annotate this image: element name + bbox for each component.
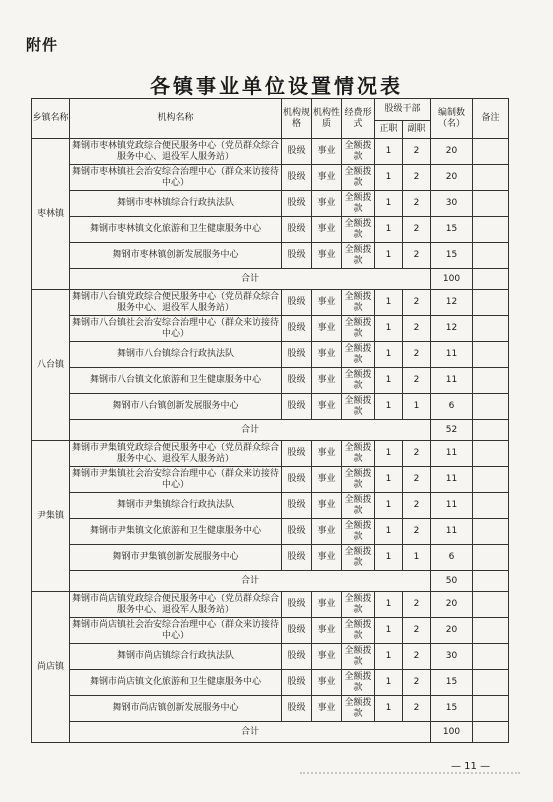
leader-deputy-cell: 2 [403,139,431,165]
staff-cell: 6 [431,394,473,420]
total-value: 100 [431,269,473,290]
leader-main-cell: 1 [375,467,403,493]
leader-main-cell: 1 [375,394,403,420]
total-value: 100 [431,722,473,743]
remark-cell [473,191,509,217]
leader-deputy-cell: 2 [403,290,431,316]
leader-deputy-cell: 2 [403,243,431,269]
remark-cell [473,493,509,519]
header-nature: 机构性质 [312,99,342,139]
header-town: 乡镇名称 [32,99,70,139]
total-label: 合计 [70,722,431,743]
nature-cell: 事业 [312,290,342,316]
leader-deputy-cell: 2 [403,467,431,493]
table-row [32,519,509,545]
org-name-cell: 舞钢市尹集镇社会治安综合治理中心（群众来访接待中心） [70,467,282,493]
org-name-cell: 舞钢市尚店镇文化旅游和卫生健康服务中心 [70,670,282,696]
leader-deputy-cell: 2 [403,165,431,191]
org-name-cell: 舞钢市枣林镇创新发展服务中心 [70,243,282,269]
org-name-cell: 舞钢市八台镇党政综合便民服务中心（党员群众综合服务中心、退役军人服务站） [70,290,282,316]
town-name: 尹集镇 [32,441,70,592]
leader-deputy-cell: 2 [403,217,431,243]
leader-deputy-cell: 2 [403,519,431,545]
units-table [31,98,509,743]
leader-main-cell: 1 [375,139,403,165]
staff-cell: 20 [431,592,473,618]
fund-cell: 全额拨款 [342,368,375,394]
fund-cell: 全额拨款 [342,394,375,420]
total-remark-cell [473,269,509,290]
nature-cell: 事业 [312,441,342,467]
nature-cell: 事业 [312,644,342,670]
leader-deputy-cell: 2 [403,493,431,519]
table-row [32,670,509,696]
leader-main-cell: 1 [375,290,403,316]
remark-cell [473,618,509,644]
table-row [32,467,509,493]
leader-main-cell: 1 [375,519,403,545]
total-remark-cell [473,420,509,441]
total-value: 52 [431,420,473,441]
leader-deputy-cell: 2 [403,618,431,644]
table-row [32,139,509,165]
header-leader-main: 正职 [375,121,403,139]
header-org-name: 机构名称 [70,99,282,139]
total-label: 合计 [70,420,431,441]
table-row [32,592,509,618]
leader-deputy-cell: 1 [403,394,431,420]
leader-main-cell: 1 [375,441,403,467]
nature-cell: 事业 [312,139,342,165]
header-leaders: 股级干部 [375,99,431,121]
leader-main-cell: 1 [375,243,403,269]
leader-deputy-cell: 2 [403,592,431,618]
leader-deputy-cell: 2 [403,644,431,670]
total-row [32,269,509,290]
spec-cell: 股级 [282,696,312,722]
fund-cell: 全额拨款 [342,290,375,316]
fund-cell: 全额拨款 [342,545,375,571]
table-row [32,394,509,420]
leader-main-cell: 1 [375,342,403,368]
header-leader-deputy: 副职 [403,121,431,139]
spec-cell: 股级 [282,618,312,644]
org-name-cell: 舞钢市尚店镇党政综合便民服务中心（党员群众综合服务中心、退役军人服务站） [70,592,282,618]
leader-main-cell: 1 [375,191,403,217]
spec-cell: 股级 [282,191,312,217]
fund-cell: 全额拨款 [342,243,375,269]
leader-main-cell: 1 [375,618,403,644]
nature-cell: 事业 [312,519,342,545]
header-staff: 编制数（名） [431,99,473,139]
fund-cell: 全额拨款 [342,165,375,191]
leader-main-cell: 1 [375,217,403,243]
header-spec: 机构规格 [282,99,312,139]
attachment-label: 附件 [26,36,59,54]
fund-cell: 全额拨款 [342,467,375,493]
staff-cell: 12 [431,316,473,342]
remark-cell [473,139,509,165]
nature-cell: 事业 [312,394,342,420]
spec-cell: 股级 [282,545,312,571]
spec-cell: 股级 [282,493,312,519]
spec-cell: 股级 [282,519,312,545]
document-title: 各镇事业单位设置情况表 [150,74,403,98]
table-row [32,243,509,269]
header-fund: 经费形式 [342,99,375,139]
remark-cell [473,545,509,571]
leader-main-cell: 1 [375,644,403,670]
spec-cell: 股级 [282,441,312,467]
table-row [32,217,509,243]
remark-cell [473,217,509,243]
remark-cell [473,519,509,545]
nature-cell: 事业 [312,316,342,342]
staff-cell: 15 [431,217,473,243]
leader-main-cell: 1 [375,696,403,722]
org-name-cell: 舞钢市尹集镇创新发展服务中心 [70,545,282,571]
total-remark-cell [473,571,509,592]
spec-cell: 股级 [282,368,312,394]
table-row [32,368,509,394]
leader-deputy-cell: 2 [403,696,431,722]
nature-cell: 事业 [312,618,342,644]
staff-cell: 6 [431,545,473,571]
nature-cell: 事业 [312,243,342,269]
table-row [32,545,509,571]
remark-cell [473,368,509,394]
org-name-cell: 舞钢市枣林镇党政综合便民服务中心（党员群众综合服务中心、退役军人服务站） [70,139,282,165]
org-name-cell: 舞钢市八台镇社会治安综合治理中心（群众来访接待中心） [70,316,282,342]
table-row [32,696,509,722]
fund-cell: 全额拨款 [342,670,375,696]
total-row [32,420,509,441]
leader-main-cell: 1 [375,493,403,519]
scan-marks [300,772,520,778]
nature-cell: 事业 [312,342,342,368]
nature-cell: 事业 [312,191,342,217]
staff-cell: 15 [431,243,473,269]
spec-cell: 股级 [282,644,312,670]
nature-cell: 事业 [312,545,342,571]
spec-cell: 股级 [282,592,312,618]
fund-cell: 全额拨款 [342,139,375,165]
staff-cell: 11 [431,467,473,493]
spec-cell: 股级 [282,139,312,165]
staff-cell: 11 [431,368,473,394]
org-name-cell: 舞钢市尹集镇综合行政执法队 [70,493,282,519]
fund-cell: 全额拨款 [342,441,375,467]
spec-cell: 股级 [282,290,312,316]
staff-cell: 15 [431,670,473,696]
fund-cell: 全额拨款 [342,618,375,644]
remark-cell [473,441,509,467]
leader-deputy-cell: 1 [403,545,431,571]
remark-cell [473,290,509,316]
fund-cell: 全额拨款 [342,191,375,217]
nature-cell: 事业 [312,592,342,618]
leader-deputy-cell: 2 [403,670,431,696]
fund-cell: 全额拨款 [342,592,375,618]
remark-cell [473,644,509,670]
page-number: — 11 — [451,761,491,772]
total-row [32,571,509,592]
total-label: 合计 [70,269,431,290]
leader-deputy-cell: 2 [403,342,431,368]
total-remark-cell [473,722,509,743]
org-name-cell: 舞钢市尹集镇文化旅游和卫生健康服务中心 [70,519,282,545]
leader-main-cell: 1 [375,368,403,394]
nature-cell: 事业 [312,670,342,696]
staff-cell: 15 [431,696,473,722]
table-row [32,644,509,670]
org-name-cell: 舞钢市枣林镇综合行政执法队 [70,191,282,217]
staff-cell: 30 [431,191,473,217]
staff-cell: 11 [431,519,473,545]
town-name: 尚店镇 [32,592,70,743]
remark-cell [473,243,509,269]
fund-cell: 全额拨款 [342,519,375,545]
town-name: 八台镇 [32,290,70,441]
table-row [32,165,509,191]
staff-cell: 12 [431,290,473,316]
town-name: 枣林镇 [32,139,70,290]
staff-cell: 11 [431,342,473,368]
nature-cell: 事业 [312,165,342,191]
nature-cell: 事业 [312,368,342,394]
table-row [32,618,509,644]
spec-cell: 股级 [282,165,312,191]
org-name-cell: 舞钢市尚店镇社会治安综合治理中心（群众来访接待中心） [70,618,282,644]
remark-cell [473,342,509,368]
org-name-cell: 舞钢市八台镇创新发展服务中心 [70,394,282,420]
staff-cell: 11 [431,441,473,467]
fund-cell: 全额拨款 [342,217,375,243]
remark-cell [473,316,509,342]
nature-cell: 事业 [312,696,342,722]
org-name-cell: 舞钢市尚店镇创新发展服务中心 [70,696,282,722]
spec-cell: 股级 [282,670,312,696]
fund-cell: 全额拨款 [342,696,375,722]
org-name-cell: 舞钢市枣林镇文化旅游和卫生健康服务中心 [70,217,282,243]
header-remark: 备注 [473,99,509,139]
remark-cell [473,670,509,696]
spec-cell: 股级 [282,394,312,420]
fund-cell: 全额拨款 [342,342,375,368]
table-body [32,139,509,743]
leader-main-cell: 1 [375,545,403,571]
staff-cell: 11 [431,493,473,519]
spec-cell: 股级 [282,316,312,342]
leader-main-cell: 1 [375,165,403,191]
staff-cell: 20 [431,165,473,191]
remark-cell [473,592,509,618]
total-row [32,722,509,743]
staff-cell: 20 [431,618,473,644]
table-row [32,290,509,316]
fund-cell: 全额拨款 [342,316,375,342]
org-name-cell: 舞钢市八台镇文化旅游和卫生健康服务中心 [70,368,282,394]
fund-cell: 全额拨款 [342,493,375,519]
org-name-cell: 舞钢市尹集镇党政综合便民服务中心（党员群众综合服务中心、退役军人服务站） [70,441,282,467]
spec-cell: 股级 [282,217,312,243]
spec-cell: 股级 [282,467,312,493]
org-name-cell: 舞钢市枣林镇社会治安综合治理中心（群众来访接待中心） [70,165,282,191]
leader-deputy-cell: 2 [403,441,431,467]
staff-cell: 30 [431,644,473,670]
leader-main-cell: 1 [375,670,403,696]
spec-cell: 股级 [282,243,312,269]
leader-deputy-cell: 2 [403,191,431,217]
spec-cell: 股级 [282,342,312,368]
table-row [32,316,509,342]
table-row [32,493,509,519]
remark-cell [473,467,509,493]
table-row [32,342,509,368]
total-label: 合计 [70,571,431,592]
fund-cell: 全额拨款 [342,644,375,670]
leader-deputy-cell: 2 [403,368,431,394]
remark-cell [473,394,509,420]
remark-cell [473,165,509,191]
org-name-cell: 舞钢市尚店镇综合行政执法队 [70,644,282,670]
leader-main-cell: 1 [375,316,403,342]
remark-cell [473,696,509,722]
org-name-cell: 舞钢市八台镇综合行政执法队 [70,342,282,368]
leader-deputy-cell: 2 [403,316,431,342]
leader-main-cell: 1 [375,592,403,618]
total-value: 50 [431,571,473,592]
nature-cell: 事业 [312,467,342,493]
nature-cell: 事业 [312,217,342,243]
table-row [32,191,509,217]
nature-cell: 事业 [312,493,342,519]
table-row [32,441,509,467]
staff-cell: 20 [431,139,473,165]
